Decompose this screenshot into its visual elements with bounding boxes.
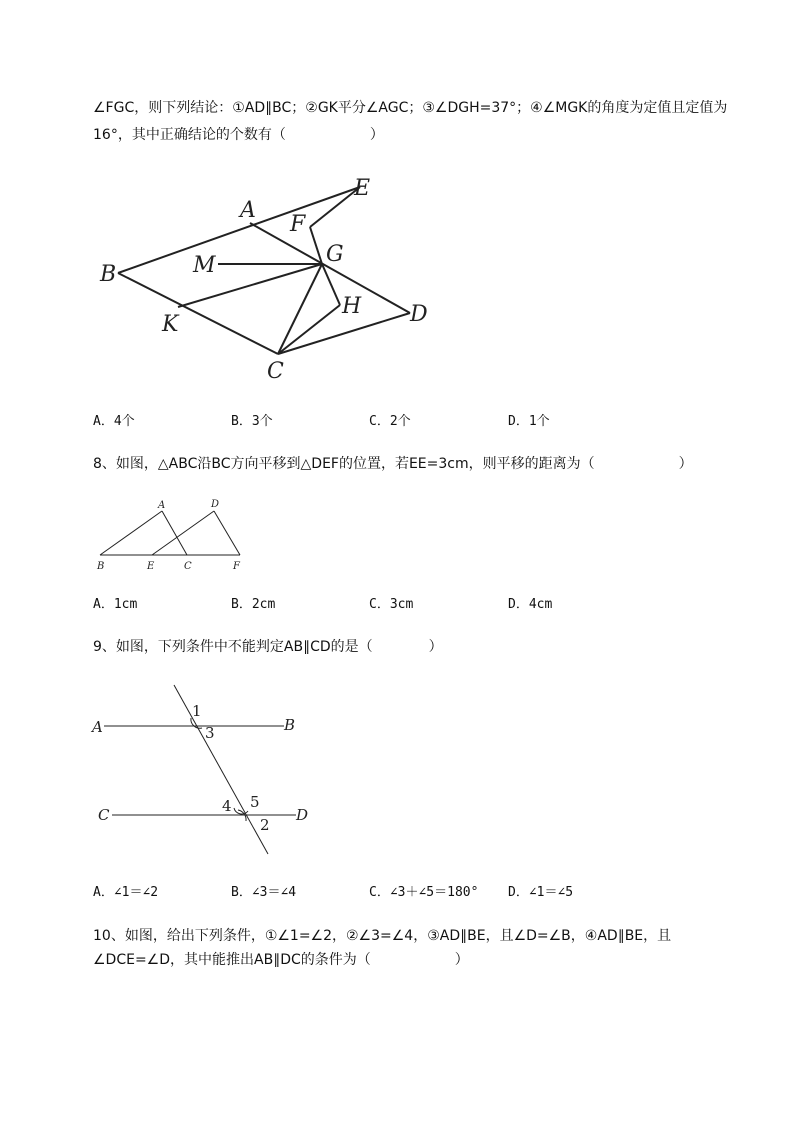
q7-option-b[interactable]: B．3个: [231, 414, 273, 429]
segment-BA: [100, 511, 162, 555]
segment-CD: [278, 313, 410, 354]
q10-text-line2: ∠DCE=∠D，其中能推出AB∥DC的条件为（ ）: [93, 952, 469, 968]
angle-label-2: 2: [260, 816, 270, 834]
q7-option-a[interactable]: A．4个: [93, 414, 135, 429]
q7-option-d[interactable]: D．1个: [508, 414, 550, 429]
angle-label-5: 5: [250, 793, 260, 811]
label-B: B: [284, 716, 296, 734]
q8-text-line1: 8、如图，△ABC沿BC方向平移到△DEF的位置，若EE=3cm，则平移的距离为（ ）: [93, 456, 693, 472]
q8-option-c[interactable]: C．3cm: [369, 597, 414, 612]
label-E: E: [147, 561, 155, 572]
q8-option-a[interactable]: A．1cm: [93, 597, 138, 612]
segment-GH: [322, 264, 340, 305]
q7-geometry-figure: [90, 165, 450, 390]
label-K: K: [162, 312, 179, 337]
label-F: F: [290, 212, 306, 237]
label-C: C: [184, 561, 192, 572]
label-A: A: [240, 198, 256, 223]
angle-label-4: 4: [222, 797, 232, 815]
label-D: D: [211, 499, 220, 510]
q9-option-d[interactable]: D．∠1＝∠5: [508, 885, 574, 900]
label-F: F: [233, 561, 240, 572]
q9-option-a[interactable]: A．∠1＝∠2: [93, 885, 159, 900]
label-A: A: [158, 500, 166, 511]
q9-option-c[interactable]: C．∠3＋∠5＝180°: [369, 885, 479, 900]
q9-text-line1: 9、如图，下列条件中不能判定AB∥CD的是（ ）: [93, 639, 443, 655]
segment-HC: [278, 305, 340, 354]
q9-parallel-lines-figure: [90, 680, 320, 860]
label-H: H: [342, 294, 362, 319]
label-C: C: [98, 806, 110, 824]
q8-option-d[interactable]: D．4cm: [508, 597, 553, 612]
label-B: B: [100, 262, 117, 287]
q7-text-line2: 16°，其中正确结论的个数有（ ）: [93, 127, 384, 143]
q7-option-c[interactable]: C．2个: [369, 414, 411, 429]
angle-label-3: 3: [205, 724, 215, 742]
segment-BE: [118, 187, 360, 273]
angle-label-1: 1: [192, 702, 202, 720]
segment-GC: [278, 264, 322, 354]
label-M: M: [193, 253, 216, 278]
q7-text-line1: ∠FGC，则下列结论：①AD∥BC；②GK平分∠AGC；③∠DGH=37°；④∠MGK的角度为定值且定值为: [93, 100, 728, 116]
label-B: B: [97, 561, 105, 572]
label-G: G: [326, 242, 344, 267]
segment-AD: [250, 223, 410, 313]
q8-translation-figure: [90, 495, 260, 575]
label-E: E: [354, 176, 371, 201]
label-D: D: [410, 302, 428, 327]
label-A: A: [92, 718, 103, 736]
segment-FE: [310, 187, 360, 227]
q10-text-line1: 10、如图，给出下列条件，①∠1=∠2，②∠3=∠4，③AD∥BE，且∠D=∠B，④AD∥BE，且: [93, 928, 672, 944]
label-C: C: [267, 359, 284, 384]
label-D: D: [296, 806, 309, 824]
segment-DF: [214, 511, 240, 555]
q8-option-b[interactable]: B．2cm: [231, 597, 276, 612]
q9-option-b[interactable]: B．∠3＝∠4: [231, 885, 297, 900]
transversal-line: [174, 685, 268, 854]
